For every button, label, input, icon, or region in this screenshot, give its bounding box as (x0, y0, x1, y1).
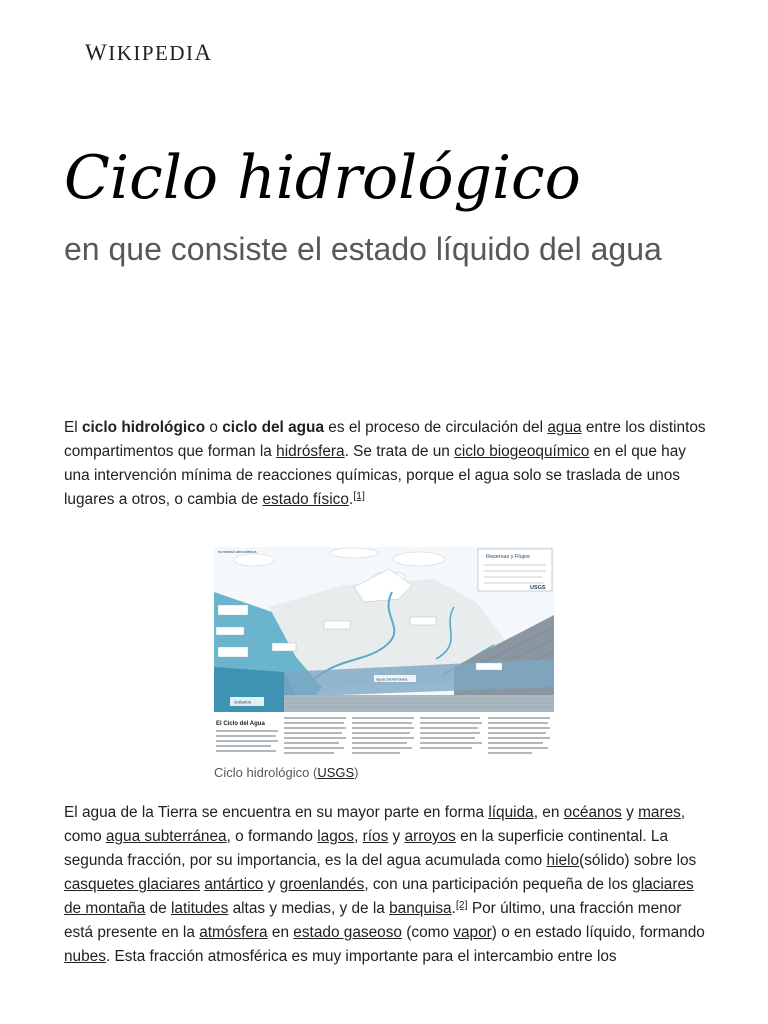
diagram-atmosphere-label: humedad atmosférica (218, 549, 257, 554)
link-glaciares-de-montana[interactable]: glaciares de montaña (64, 876, 694, 917)
intro-paragraph: El ciclo hidrológico o ciclo del agua es el proceso de circulación del agua entre los distintos compartimentos que forman la hidrósfera. Se trata de un ciclo biogeoquímico en el que hay una intervención mínima de reacciones químicas, porque el agua solo se traslada de unos lugares a otros, o cambia de estado físico.[1] (64, 419, 706, 508)
page-subtitle: en que consiste el estado líquido del agua (64, 231, 662, 267)
link-estado-gaseoso[interactable]: estado gaseoso (293, 924, 402, 941)
diagram-title: El Ciclo del Agua (216, 721, 265, 727)
link-banquisa[interactable]: banquisa (389, 900, 452, 917)
link-rios[interactable]: ríos (362, 828, 389, 845)
diagram-ocean-label: océanos (234, 699, 252, 705)
link-agua[interactable]: agua (547, 419, 582, 436)
body-paragraph: El agua de la Tierra se encuentra en su mayor parte en forma líquida, en océanos y mares, como agua subterránea, o formando lagos, ríos y arroyos en la superficie continental. La segunda fracción, por su importancia, es la del agua acumulada como hielo(sólido) sobre los casquetes glaciares antártico y groenlandés, con una participación pequeña de los glaciares de montaña de latitudes altas y medias, y de la banquisa.[2] Por último, una fracción menor está presente en la atmósfera en estado gaseoso (como vapor) o en estado líquido, formando nubes. Esta fracción atmosférica es muy importante para el intercambio entre los (64, 804, 705, 965)
link-estado-fisico[interactable]: estado físico (262, 491, 349, 508)
link-lagos[interactable]: lagos (317, 828, 355, 845)
link-casquetes-glaciares[interactable]: casquetes glaciares (64, 876, 201, 893)
link-vapor[interactable]: vapor (453, 924, 492, 941)
water-cycle-diagram[interactable] (214, 547, 554, 760)
link-oceanos[interactable]: océanos (563, 804, 622, 821)
link-hidrosfera[interactable]: hidrósfera (276, 443, 345, 460)
diagram-legend-title: Reservas y Flujos (486, 554, 530, 560)
link-antartico[interactable]: antártico (204, 876, 264, 893)
link-groenlandes[interactable]: groenlandés (279, 876, 365, 893)
reference-1[interactable]: [1] (353, 490, 365, 502)
link-hielo[interactable]: hielo (546, 852, 580, 869)
link-agua-subterranea[interactable]: agua subterránea (105, 828, 227, 845)
link-mares[interactable]: mares (638, 804, 681, 821)
page-title: Ciclo hidrológico (64, 143, 581, 213)
link-liquida[interactable]: líquida (488, 804, 534, 821)
wikipedia-wordmark[interactable]: WIKIPEDIA (85, 40, 213, 65)
link-usgs[interactable]: USGS (317, 765, 355, 780)
link-atmosfera[interactable]: atmósfera (199, 924, 268, 941)
water-cycle-figure (214, 547, 554, 782)
link-latitudes[interactable]: latitudes (170, 900, 229, 917)
link-arroyos[interactable]: arroyos (404, 828, 456, 845)
diagram-groundwater-label: agua subterránea (376, 676, 408, 682)
link-ciclo-biogeoquimico[interactable]: ciclo biogeoquímico (454, 443, 590, 460)
usgs-logo: USGS (530, 585, 546, 591)
reference-2[interactable]: [2] (455, 899, 468, 911)
link-nubes[interactable]: nubes (64, 948, 106, 965)
figure-caption: Ciclo hidrológico (USGS) (214, 765, 359, 780)
